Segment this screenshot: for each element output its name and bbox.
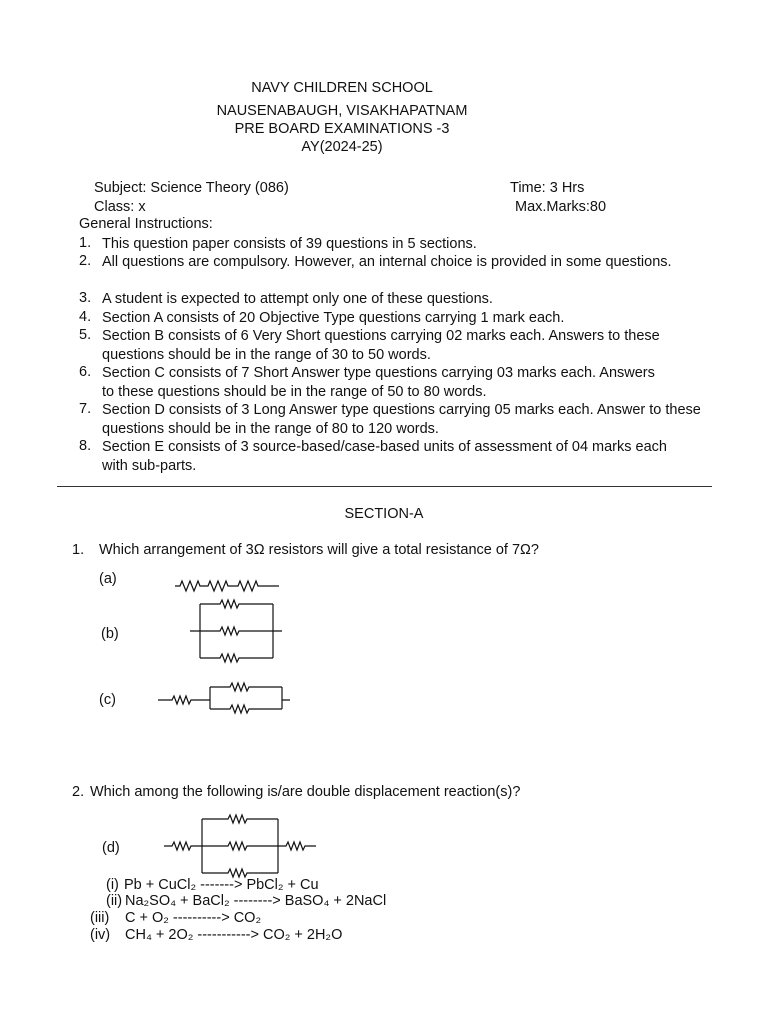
instruction-number: 6. [79, 364, 92, 380]
instruction-item: Section D consists of 3 Long Answer type questions carrying 05 marks each. Answer to these questions should be in the range of 80 to 120 words. [102, 402, 701, 437]
circuit-a [175, 576, 285, 596]
reaction-equation: Na₂SO₄ + BaCl₂ --------> BaSO₄ + 2NaCl [125, 893, 387, 909]
option-label: (a) [99, 571, 117, 587]
instruction-number: 2. [79, 253, 92, 269]
instruction-number: 4. [79, 309, 92, 325]
class-line: Class: x [94, 199, 146, 215]
circuit-d [164, 812, 334, 882]
circuit-c [158, 681, 298, 721]
instruction-item: Section A consists of 20 Objective Type questions carrying 1 mark each. [102, 310, 565, 326]
academic-year: AY(2024-25) [301, 139, 383, 155]
instruction-item: All questions are compulsory. However, an internal choice is provided in some questions. [102, 254, 672, 270]
instruction-number: 3. [79, 290, 92, 306]
instruction-number: 1. [79, 235, 92, 251]
section-title: SECTION-A [344, 506, 424, 522]
reaction-label: (i) [106, 877, 119, 893]
instruction-number: 8. [79, 438, 92, 454]
instruction-number: 7. [79, 401, 92, 417]
reaction-equation: CH₄ + 2O₂ -----------> CO₂ + 2H₂O [125, 927, 343, 943]
reaction-label: (iii) [90, 910, 110, 926]
option-label: (d) [102, 840, 120, 856]
question-text: Which arrangement of 3Ω resistors will give a total resistance of 7Ω? [99, 542, 539, 558]
instruction-number: 5. [79, 327, 92, 343]
option-label: (c) [99, 692, 116, 708]
school-location: NAUSENABAUGH, VISAKHAPATNAM [216, 103, 468, 119]
subject-line: Subject: Science Theory (086) [94, 180, 289, 196]
reaction-label: (ii) [106, 893, 123, 909]
school-name: NAVY CHILDREN SCHOOL [251, 80, 433, 96]
option-label: (b) [101, 626, 119, 642]
time-line: Time: 3 Hrs [510, 180, 585, 196]
reaction-equation: C + O₂ ----------> CO₂ [125, 910, 262, 926]
divider [57, 486, 712, 487]
instruction-item: Section B consists of 6 Very Short questions carrying 02 marks each. Answers to these questions should be in the range of 30 to 50 words. [102, 328, 660, 363]
reaction-label: (iv) [90, 927, 111, 943]
instruction-item: A student is expected to attempt only one of these questions. [102, 291, 493, 307]
max-marks-line: Max.Marks:80 [515, 199, 607, 215]
instruction-item: Section E consists of 3 source-based/case-based units of assessment of 04 marks each with sub-parts. [102, 439, 667, 474]
question-text: Which among the following is/are double displacement reaction(s)? [90, 784, 521, 800]
instruction-item: This question paper consists of 39 questions in 5 sections. [102, 236, 477, 252]
question-number: 1. [72, 542, 85, 558]
exam-title: PRE BOARD EXAMINATIONS -3 [234, 121, 450, 137]
circuit-b [190, 597, 290, 667]
instructions-heading: General Instructions: [79, 216, 213, 232]
question-number: 2. [72, 784, 85, 800]
instruction-item: Section C consists of 7 Short Answer type questions carrying 03 marks each. Answers to these questions should be in the range of 50 to 80 words. [102, 365, 655, 400]
reaction-equation: Pb + CuCl₂ -------> PbCl₂ + Cu [124, 877, 319, 893]
